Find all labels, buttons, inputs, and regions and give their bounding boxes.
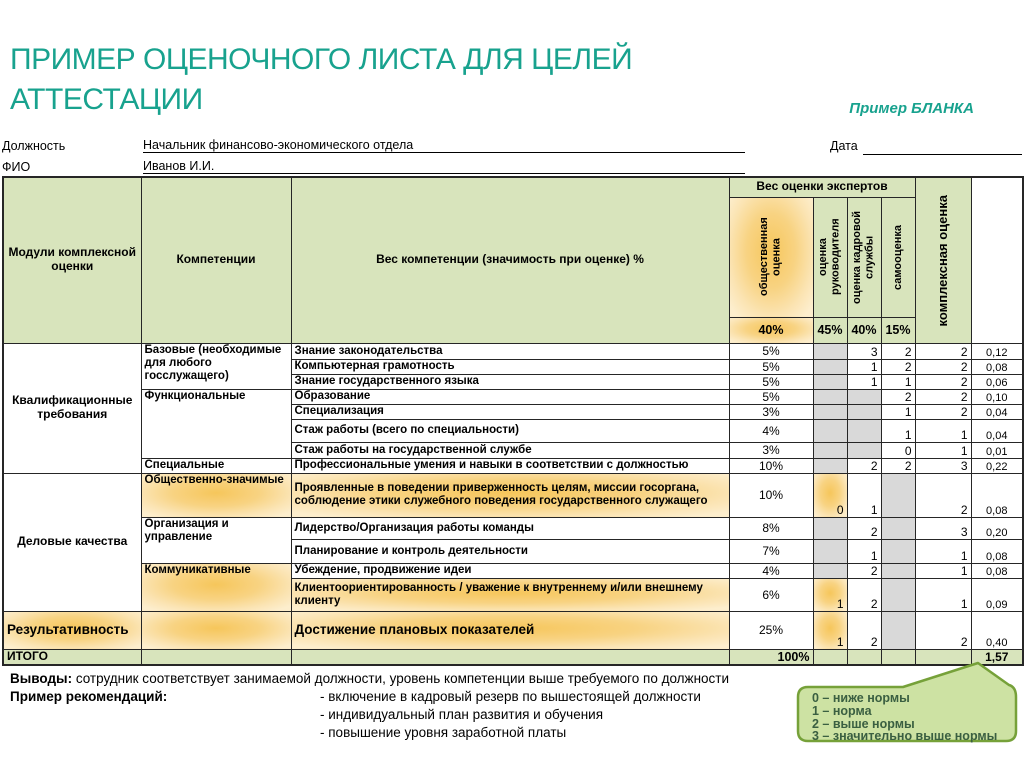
weight-public: 40% (729, 317, 813, 343)
date-label: Дата (830, 139, 858, 153)
header-manager-score: оценка руководителя (813, 197, 847, 317)
header-weight: Вес компетенции (значимость при оценке) % (291, 177, 729, 343)
table-row (3, 611, 1023, 649)
table-row (3, 343, 1023, 359)
self-score-cell: 1 (915, 442, 971, 458)
manager-score-cell (847, 442, 881, 458)
competency-weight-cell: 5% (729, 343, 813, 359)
competency-weight-cell: 5% (729, 374, 813, 389)
subcategory-cell: Коммуникативные (141, 563, 291, 611)
self-score-cell: 1 (915, 563, 971, 578)
competency-weight-cell: 6% (729, 578, 813, 611)
complex-score-rotated-label: комплексная оценка (934, 194, 950, 326)
subcategory-cell: Специальные (141, 458, 291, 473)
public-score-cell (813, 563, 847, 578)
manager-score-cell: 2 (847, 563, 881, 578)
complex-score-cell: 0,08 (971, 359, 1023, 374)
table-row (3, 517, 1023, 539)
self-score-cell: 2 (915, 473, 971, 517)
complex-score-cell: 0,04 (971, 419, 1023, 442)
weight-manager: 45% (813, 317, 847, 343)
subcategory-cell: Общественно-значимые (141, 473, 291, 517)
competency-cell: Знание государственного языка (291, 374, 729, 389)
self-score-cell: 2 (915, 374, 971, 389)
total-weight-cell: 100% (729, 649, 813, 665)
total-label-cell: ИТОГО (3, 649, 141, 665)
competency-cell: Стаж работы (всего по специальности) (291, 419, 729, 442)
public-score-cell (813, 359, 847, 374)
complex-score-cell: 0,01 (971, 442, 1023, 458)
public-score-cell (813, 343, 847, 359)
subcategory-cell (141, 611, 291, 649)
conclusion-text: сотрудник соответствует занимаемой должности, уровень компетенции выше требуемого по должности (72, 671, 730, 686)
public-score-cell: 0 (813, 473, 847, 517)
total-empty-cell (291, 649, 729, 665)
name-value: Иванов И.И. (143, 159, 745, 174)
manager-score-cell (847, 404, 881, 419)
competency-cell: Клиентоориентированность / уважение к внутреннему и/или внешнему клиенту (291, 578, 729, 611)
name-label: ФИО (2, 160, 31, 174)
weight-self: 15% (881, 317, 915, 343)
competency-weight-cell: 4% (729, 419, 813, 442)
competency-weight-cell: 5% (729, 389, 813, 404)
complex-score-cell: 0,08 (971, 473, 1023, 517)
competency-weight-cell: 3% (729, 404, 813, 419)
recommendations-list (320, 688, 701, 741)
recommendation-label: Пример рекомендаций: (10, 689, 168, 704)
public-score-cell (813, 458, 847, 473)
competency-weight-cell: 5% (729, 359, 813, 374)
recommendation-item: - включение в кадровый резерв по вышестоящей должности (320, 689, 701, 704)
self-score-cell: 1 (915, 419, 971, 442)
table-row (3, 563, 1023, 578)
manager-score-cell: 1 (847, 539, 881, 563)
legend-item-0: 0 – ниже нормы (812, 691, 910, 705)
module-cell: Деловые качества (3, 473, 141, 611)
public-score-cell (813, 389, 847, 404)
complex-score-cell: 0,10 (971, 389, 1023, 404)
manager-score-cell (847, 389, 881, 404)
public-score-cell (813, 442, 847, 458)
competency-cell: Планирование и контроль деятельности (291, 539, 729, 563)
competency-cell: Образование (291, 389, 729, 404)
header-experts-group: Вес оценки экспертов (729, 177, 915, 197)
hr-score-cell (881, 473, 915, 517)
hr-score-cell (881, 539, 915, 563)
self-score-cell: 1 (915, 539, 971, 563)
complex-score-cell: 0,08 (971, 563, 1023, 578)
legend-item-2: 2 – выше нормы (812, 717, 915, 731)
date-blank-line (863, 138, 1022, 155)
competency-weight-cell: 8% (729, 517, 813, 539)
public-score-cell (813, 517, 847, 539)
manager-score-cell: 2 (847, 611, 881, 649)
self-score-cell: 2 (915, 389, 971, 404)
complex-score-cell: 0,06 (971, 374, 1023, 389)
competency-weight-cell: 4% (729, 563, 813, 578)
competency-weight-cell: 3% (729, 442, 813, 458)
self-score-cell: 2 (915, 611, 971, 649)
table-row (3, 389, 1023, 404)
legend-item-1: 1 – норма (812, 704, 872, 718)
competency-cell: Убеждение, продвижение идеи (291, 563, 729, 578)
header-self-score: самооценка (881, 197, 915, 317)
position-label: Должность (2, 139, 66, 153)
conclusion-line (10, 670, 729, 688)
complex-score-cell: 0,40 (971, 611, 1023, 649)
hr-score-cell: 1 (881, 419, 915, 442)
recommendation-item: - индивидуальный план развития и обучения (320, 706, 604, 722)
competency-cell: Достижение плановых показателей (291, 611, 729, 649)
self-score-cell: 2 (915, 343, 971, 359)
evaluation-table (2, 176, 1024, 666)
header-modules: Модули комплексной оценки (3, 177, 141, 343)
complex-score-cell: 0,04 (971, 404, 1023, 419)
score-legend-callout (788, 656, 1024, 748)
blank-example-badge: Пример БЛАНКА (849, 100, 974, 117)
self-score-cell: 1 (915, 578, 971, 611)
public-score-cell: 1 (813, 578, 847, 611)
hr-score-cell (881, 563, 915, 578)
weight-hr: 40% (847, 317, 881, 343)
public-score-cell (813, 404, 847, 419)
competency-weight-cell: 25% (729, 611, 813, 649)
manager-score-cell: 3 (847, 343, 881, 359)
complex-score-cell: 0,08 (971, 539, 1023, 563)
total-complex-score-cell: 1,57 (971, 649, 1023, 665)
public-score-cell (813, 539, 847, 563)
competency-cell: Специализация (291, 404, 729, 419)
competency-weight-cell: 10% (729, 473, 813, 517)
recommendation-label-wrap (10, 688, 167, 706)
hr-score-cell: 2 (881, 389, 915, 404)
competency-cell: Проявленные в поведении приверженность целям, миссии госоргана, соблюдение этики служебного поведения государственного служащего (291, 473, 729, 517)
public-score-cell (813, 419, 847, 442)
hr-score-cell (881, 578, 915, 611)
subcategory-cell: Организация и управление (141, 517, 291, 563)
header-public-score: общественная оценка (729, 197, 813, 317)
hr-score-cell: 1 (881, 374, 915, 389)
total-empty-cell (141, 649, 291, 665)
subcategory-cell: Функциональные (141, 389, 291, 458)
hr-score-cell: 2 (881, 458, 915, 473)
hr-score-cell (881, 517, 915, 539)
module-cell: Квалификационные требования (3, 343, 141, 473)
competency-weight-cell: 7% (729, 539, 813, 563)
hr-score-cell (881, 611, 915, 649)
manager-score-cell: 2 (847, 458, 881, 473)
manager-score-cell: 1 (847, 359, 881, 374)
self-score-cell: 2 (915, 359, 971, 374)
hr-score-cell: 1 (881, 404, 915, 419)
header-hr-score: оценка кадровой службы (847, 197, 881, 317)
manager-score-cell: 1 (847, 374, 881, 389)
legend-item-3: 3 – значительно выше нормы (812, 729, 998, 743)
manager-score-cell: 1 (847, 473, 881, 517)
competency-cell: Профессиональные умения и навыки в соответствии с должностью (291, 458, 729, 473)
complex-score-cell: 0,12 (971, 343, 1023, 359)
hr-score-cell: 2 (881, 343, 915, 359)
self-score-cell: 3 (915, 458, 971, 473)
table-row (3, 458, 1023, 473)
competency-cell: Лидерство/Организация работы команды (291, 517, 729, 539)
page-title: ПРИМЕР ОЦЕНОЧНОГО ЛИСТА ДЛЯ ЦЕЛЕЙ АТТЕСТАЦИИ (10, 43, 633, 116)
competency-cell: Знание законодательства (291, 343, 729, 359)
self-score-cell: 2 (915, 404, 971, 419)
recommendation-item: - повышение уровня заработной платы (320, 724, 567, 740)
manager-score-cell: 2 (847, 517, 881, 539)
complex-score-cell: 0,09 (971, 578, 1023, 611)
hr-score-cell: 0 (881, 442, 915, 458)
competency-cell: Компьютерная грамотность (291, 359, 729, 374)
header-competencies: Компетенции (141, 177, 291, 343)
competency-cell: Стаж работы на государственной службе (291, 442, 729, 458)
self-score-cell: 3 (915, 517, 971, 539)
header-complex-score (915, 177, 971, 343)
conclusion-label: Выводы: (10, 671, 73, 686)
competency-weight-cell: 10% (729, 458, 813, 473)
hr-score-cell: 2 (881, 359, 915, 374)
public-score-cell: 1 (813, 611, 847, 649)
manager-score-cell: 2 (847, 578, 881, 611)
position-value: Начальник финансово-экономического отдела (143, 138, 745, 153)
table-row (3, 473, 1023, 517)
subcategory-cell: Базовые (необходимые для любого госслужащего) (141, 343, 291, 389)
module-cell: Результативность (3, 611, 141, 649)
complex-score-cell: 0,20 (971, 517, 1023, 539)
public-score-cell (813, 374, 847, 389)
complex-score-cell: 0,22 (971, 458, 1023, 473)
manager-score-cell (847, 419, 881, 442)
